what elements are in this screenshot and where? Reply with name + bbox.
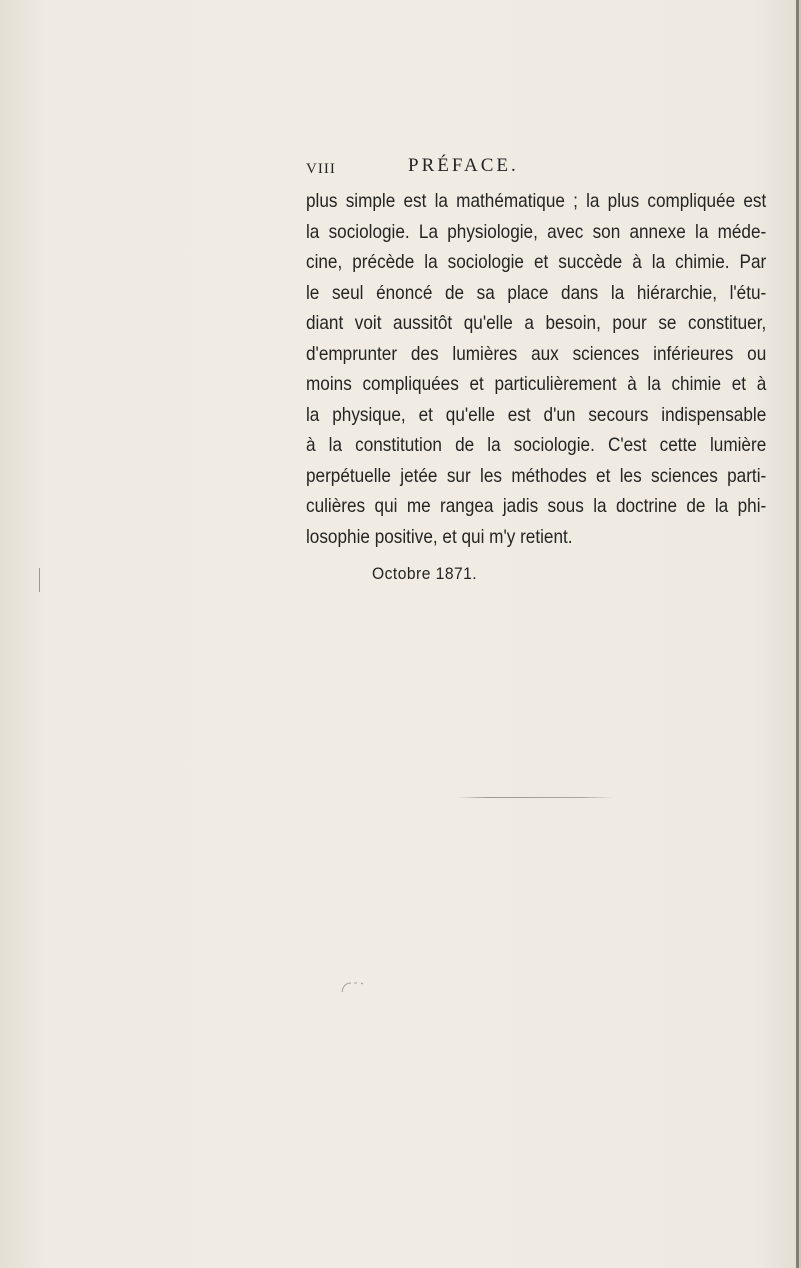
text-line: plus simple est la mathématique ; la plus compliquée est <box>306 190 767 212</box>
text-line: la sociologie. La physiologie, avec son annexe la méde- <box>306 220 767 243</box>
running-head <box>306 155 766 181</box>
running-title: PRÉFACE. <box>408 155 519 176</box>
paper-speck <box>39 568 40 592</box>
text-line: diant voit aussitôt qu'elle a besoin, pour se constituer, <box>306 312 767 334</box>
text-line: la physique, et qu'elle est d'un secours indispensable <box>306 403 767 426</box>
text-line: losophie positive, et qui m'y retient. <box>306 525 573 548</box>
text-line: perpétuelle jetée sur les méthodes et les sciences parti- <box>306 464 767 487</box>
text-line: cine, précède la sociologie et succède à la chimie. Par <box>306 251 767 273</box>
stray-pencil-mark <box>340 980 366 994</box>
body-paragraph <box>306 186 767 552</box>
faint-rule <box>456 797 614 798</box>
page-number: VIII <box>306 161 336 177</box>
binding-edge-line <box>796 0 799 1268</box>
text-line: moins compliquées et particulièrement à la chimie et à <box>306 373 767 395</box>
text-line: culières qui me rangea jadis sous la doctrine de la phi- <box>306 495 767 517</box>
dateline: Octobre 1871. <box>372 564 478 583</box>
text-line: à la constitution de la sociologie. C'est cette lumière <box>306 434 767 456</box>
text-line: le seul énoncé de sa place dans la hiérarchie, l'étu- <box>306 281 767 304</box>
text-line: d'emprunter des lumières aux sciences inférieures ou <box>306 342 767 365</box>
